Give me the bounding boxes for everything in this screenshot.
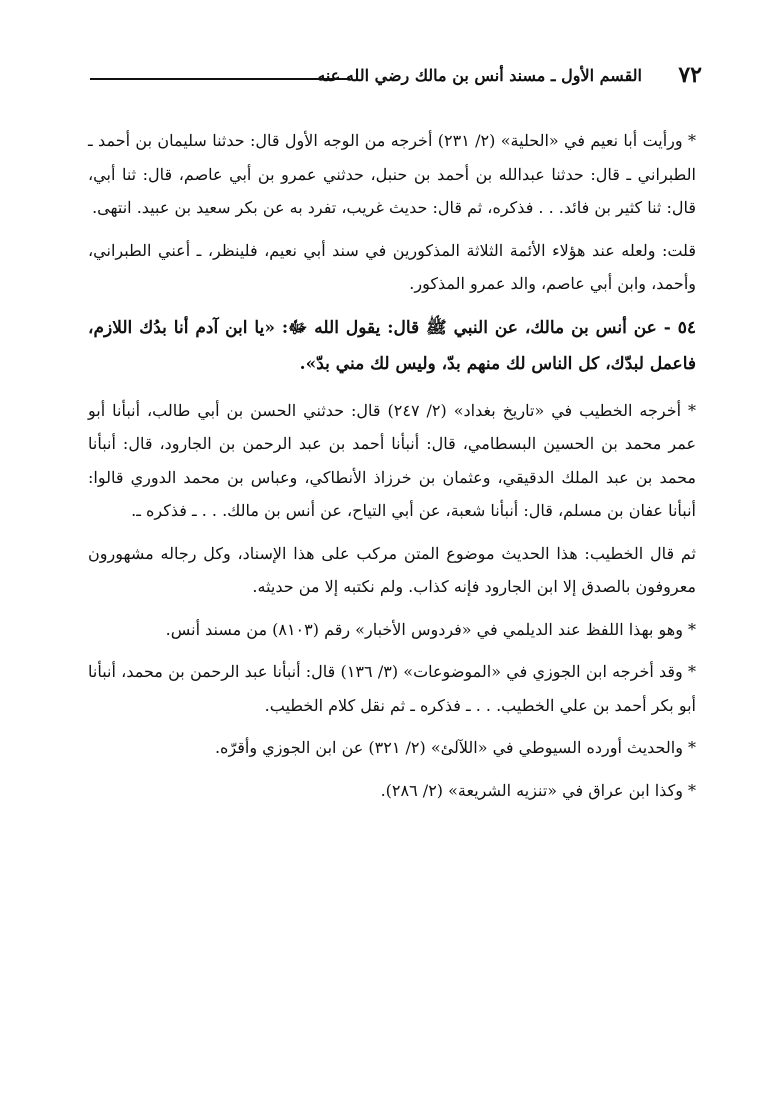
running-title: القسم الأول ـ مسند أنس بن مالك رضي الله عنه xyxy=(317,66,642,85)
paragraph-khatib-verdict: ثم قال الخطيب: هذا الحديث موضوع المتن مركب على هذا الإسناد، وكل رجاله مشهورون معروفون بالصدق إلا ابن الجارود فإنه كذاب. ولم نكتبه إلا من حديثه. xyxy=(88,543,696,596)
main-text xyxy=(88,124,696,816)
header-rule xyxy=(90,78,350,80)
paragraph-suyuti: * والحديث أورده السيوطي في «اللآلئ» (٢/ ٣٢١) عن ابن الجوزي وأقرّه. xyxy=(214,738,696,757)
paragraph-khatib-takhrij: * أخرجه الخطيب في «تاريخ بغداد» (٢/ ٢٤٧) قال: حدثني الحسن بن أبي طالب، أنبأنا أبو عمر محمد بن الحسين البسطامي، قال: أنبأنا أحمد بن عبد الرحمن بن الجارود، قال: أنبأنا محمد بن عبد الملك الدقيقي، وعثمان بن خرزاذ الأنطاكي، وعباس بن محمد الدوري قالوا: أنبأنا عفان بن مسلم، قال: أنبأنا شعبة، عن أبي التياح، عن أنس بن مالك. . . ـ فذكره ـ. xyxy=(88,400,696,520)
paragraph-comment: قلت: ولعله عند هؤلاء الأئمة الثلاثة المذكورين في سند أبي نعيم، فلينظر، ـ أعني الطبراني، وأحمد، وابن أبي عاصم، والد عمرو المذكور. xyxy=(88,240,696,293)
page-header xyxy=(90,64,702,94)
paragraph-abu-nuaym: * ورأيت أبا نعيم في «الحلية» (٢/ ٢٣١) أخرجه من الوجه الأول قال: حدثنا سليمان بن أحمد ـ الطبراني ـ قال: حدثنا عبدالله بن أحمد بن حنبل، حدثني عمرو بن أبي عاصم، قال: ثنا أبي، قال: ثنا كثير بن فائد. . . فذكره، ثم قال: حديث غريب، تفرد به عن بكر سعيد بن عبيد. انتهى. xyxy=(88,131,697,217)
paragraph-ibn-jawzi: * وقد أخرجه ابن الجوزي في «الموضوعات» (٣/ ١٣٦) قال: أنبأنا عبد الرحمن بن محمد، أنبأنا أبو بكر أحمد بن علي الخطيب. . . ـ فذكره ـ ثم نقل كلام الخطيب. xyxy=(88,662,697,715)
paragraph-ibn-iraq: * وكذا ابن عراق في «تنزيه الشريعة» (٢/ ٢٨٦). xyxy=(380,780,696,800)
paragraph-daylami: * وهو بهذا اللفظ عند الديلمي في «فردوس الأخبار» رقم (٨١٠٣) من مسند أنس. xyxy=(165,619,696,639)
hadith-54: ٥٤ - عن أنس بن مالك، عن النبي ﷺ قال: يقول الله ﷻ: «يا ابن آدم أنا بدُك اللازم، فاعمل لبدّك، كل الناس لك منهم بدّ، وليس لك مني بدّ». xyxy=(88,317,696,374)
page-number: ٧٢ xyxy=(678,62,702,88)
